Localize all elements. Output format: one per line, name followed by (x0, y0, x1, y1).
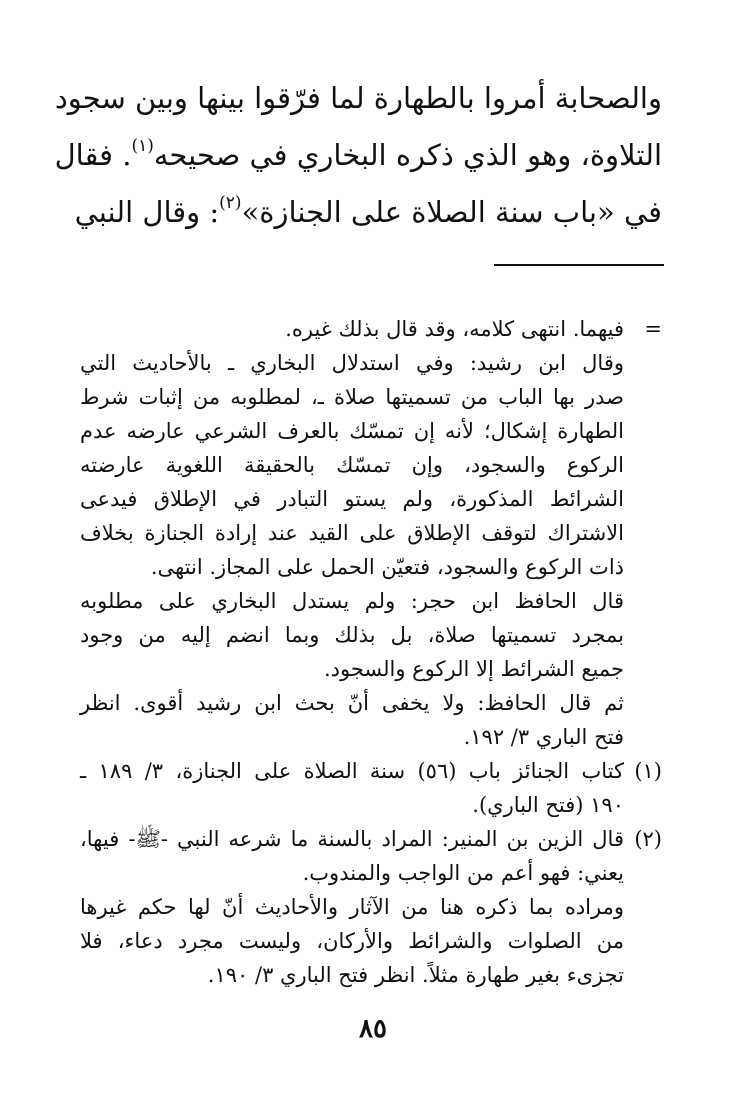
footnote-2 (80, 822, 662, 992)
footnote-line: قال الزين بن المنير: المراد بالسنة ما شرعه النبي -ﷺ- فيها، (80, 827, 624, 851)
footnote-line: ثم قال الحافظ: ولا يخفى أنّ بحث ابن رشيد أقوى. انظر (80, 691, 624, 715)
footnote-text (80, 312, 624, 754)
footnote-line: الاشتراك لتوقف الإطلاق على القيد عند إرادة الجنازة بخلاف (80, 521, 624, 545)
footnote-text (80, 754, 624, 822)
page-number: ٨٥ (359, 1014, 387, 1044)
footnote-2-marker: (٢) (634, 827, 662, 851)
footnote-line: قال الحافظ ابن حجر: ولم يستدل البخاري على مطلوبه (80, 589, 624, 613)
footnote-line: بمجرد تسميتها صلاة، بل بذلك وبما انضم إليه من وجود (80, 623, 624, 647)
main-text-segment: التلاوة، وهو الذي ذكره البخاري في صحيحه (153, 138, 662, 172)
footnote-line: وقال ابن رشيد: وفي استدلال البخاري ـ بالأحاديث التي (80, 351, 624, 375)
main-text-line: والصحابة أمروا بالطهارة لما فرّقوا بينها وبين سجود (54, 81, 662, 115)
footnote-continuation-marker: = (644, 317, 662, 341)
footnote-line: جميع الشرائط إلا الركوع والسجود. (323, 657, 624, 681)
main-text-line (74, 184, 662, 241)
footnote-line: الشرائط المذكورة، ولم يستو التبادر في الإطلاق فيدعى (80, 487, 624, 511)
footnote-line: فيهما. انتهى كلامه، وقد قال بذلك غيره. (285, 317, 624, 341)
main-text-block (54, 70, 662, 241)
main-text-line (54, 127, 662, 184)
footnote-line: يعني: فهو أعم من الواجب والمندوب. (302, 861, 624, 885)
footnote-line: تجزىء بغير طهارة مثلاً. انظر فتح الباري ٣/ ١٩٠. (207, 963, 624, 987)
footnote-line: ذات الركوع والسجود، فتعيّن الحمل على المجاز. انتهى. (150, 555, 624, 579)
footnote-1 (80, 754, 662, 822)
footnote-separator (494, 264, 664, 266)
footnote-line: الركوع والسجود، وإن تمسّك بالحقيقة اللغوية عارضته (80, 453, 624, 477)
footnote-line: صدر بها الباب من تسميتها صلاة ـ، لمطلوبه من إثبات شرط (80, 385, 624, 409)
main-text-segment: : وقال النبي (74, 195, 220, 229)
footnote-1-marker: (١) (634, 759, 662, 783)
footnote-text (80, 822, 624, 992)
main-text-segment: . فقال (54, 138, 132, 172)
footnotes-block (80, 312, 662, 992)
footnote-ref-1: (١) (131, 136, 154, 156)
footnote-line: كتاب الجنائز باب (٥٦) سنة الصلاة على الجنازة، ٣/ ١٨٩ ـ (80, 759, 624, 783)
footnote-line: ١٩٠ (فتح الباري). (472, 793, 624, 817)
main-text-segment: في «باب سنة الصلاة على الجنازة» (241, 195, 662, 229)
footnote-line: من الصلوات والشرائط والأركان، وليست مجرد دعاء، فلا (80, 929, 624, 953)
footnote-line: الطهارة إشكال؛ لأنه إن تمسّك بالعرف الشرعي عارضه عدم (80, 419, 624, 443)
footnote-ref-2: (٢) (219, 193, 242, 213)
footnote-line: ومراده بما ذكره هنا من الآثار والأحاديث أنّ لها حكم غيرها (80, 895, 624, 919)
footnote-line: فتح الباري ٣/ ١٩٢. (463, 725, 624, 749)
footnote-continued (80, 312, 662, 754)
